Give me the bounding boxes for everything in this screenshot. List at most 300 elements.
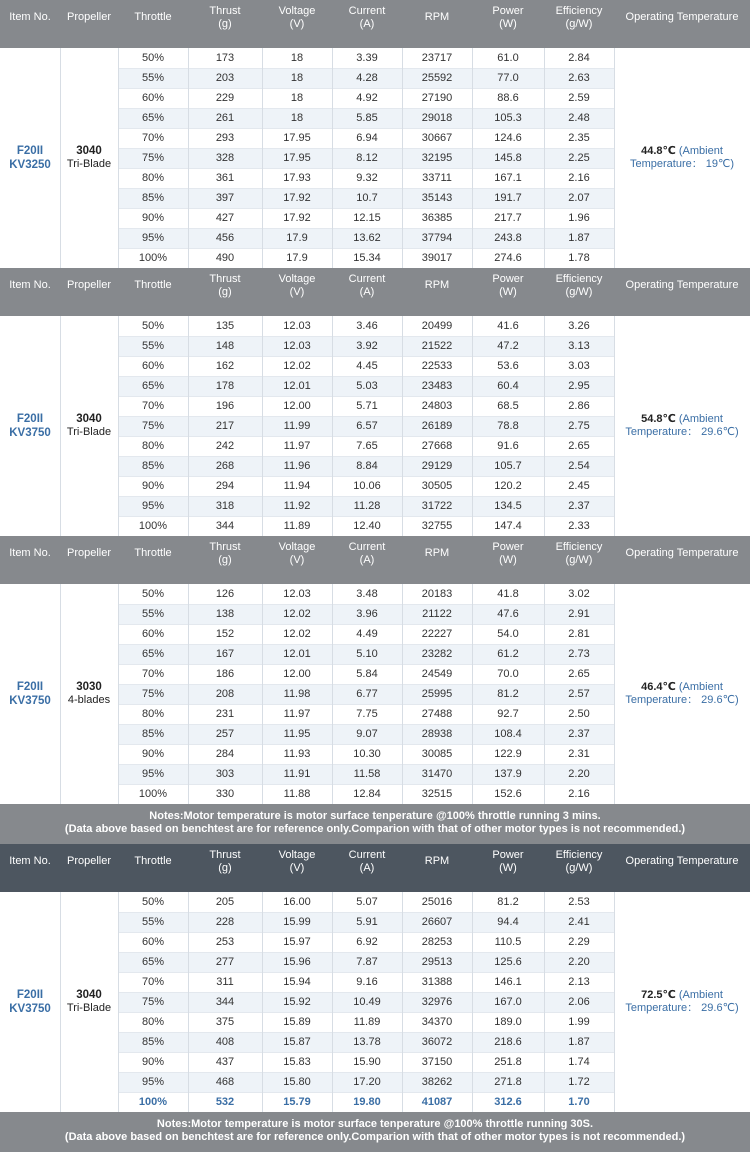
header-label: Operating Temperature [625,547,739,559]
item-number-line: F20II [16,145,44,157]
table-row [118,704,614,724]
current-cell: 7.75 [356,708,378,720]
propeller-type: Tri-Blade [66,158,112,170]
current-cell: 17.20 [353,1076,381,1088]
thrust-cell: 148 [215,340,235,352]
table-row [118,48,614,68]
header-label: Voltage [278,849,316,861]
ambient-label: (Ambient [678,989,723,1001]
item-number-line: KV3750 [9,427,51,439]
voltage-cell: 15.97 [283,936,311,948]
column-divider [188,48,189,268]
header-throttle [118,844,188,892]
propeller-type: Tri-Blade [66,426,112,438]
row-divider [118,228,614,229]
header-propeller [60,844,118,892]
header-label: (g) [218,17,232,30]
current-cell: 12.15 [353,212,381,224]
voltage-cell: 11.92 [283,500,311,512]
power-cell: 77.0 [497,72,519,84]
row-divider [118,1012,614,1013]
thrust-cell: 456 [215,232,235,244]
row-divider [118,1032,614,1033]
row-divider [118,604,614,605]
current-cell: 9.16 [356,976,378,988]
power-cell: 47.6 [497,608,519,620]
thrust-cell: 186 [215,668,235,680]
voltage-cell: 17.92 [283,192,311,204]
throttle-cell: 55% [141,340,165,352]
current-cell: 4.28 [356,72,378,84]
header-label: (g/W) [565,861,593,874]
rpm-cell: 26607 [421,916,453,928]
header-label: RPM [424,11,450,23]
propeller-size: 3030 [76,681,102,693]
voltage-cell: 12.03 [283,320,311,332]
table-row [118,416,614,436]
throttle-cell: 55% [141,72,165,84]
rpm-cell: 36072 [421,1036,453,1048]
throttle-cell: 65% [141,112,165,124]
efficiency-cell: 2.63 [568,72,590,84]
current-cell: 7.87 [356,956,378,968]
item-number-line: KV3750 [9,1003,51,1015]
header-label: (W) [499,285,517,298]
rpm-cell: 27668 [421,440,453,452]
table-row [118,684,614,704]
header-label: Voltage [278,273,316,285]
current-cell: 5.10 [356,648,378,660]
efficiency-cell: 2.65 [568,440,590,452]
current-cell: 3.92 [356,340,378,352]
column-divider [544,892,545,1112]
rpm-cell: 24549 [421,668,453,680]
column-divider [544,316,545,536]
header-efficiency [544,0,614,48]
voltage-cell: 18 [290,92,304,104]
thrust-cell: 311 [216,976,234,988]
table-row [118,316,614,336]
header-label: Thrust [209,5,241,17]
rpm-cell: 20183 [421,588,453,600]
throttle-cell: 90% [141,480,165,492]
row-divider [118,1052,614,1053]
voltage-cell: 15.87 [283,1036,311,1048]
voltage-cell: 11.91 [283,768,311,780]
rpm-cell: 36385 [421,212,453,224]
ambient-temperature: Temperature： 29.6℃) [625,426,739,438]
thrust-cell: 318 [215,500,235,512]
thrust-cell: 126 [215,588,235,600]
row-divider [118,912,614,913]
efficiency-cell: 2.37 [568,500,590,512]
header-current [332,844,402,892]
voltage-cell: 15.80 [283,1076,311,1088]
header-label: Item No. [9,279,51,291]
ambient-temperature: Temperature： 29.6℃) [625,694,739,706]
header-label: Propeller [66,11,112,23]
throttle-cell: 85% [141,460,165,472]
efficiency-cell: 2.73 [568,648,590,660]
rpm-cell: 24803 [421,400,453,412]
header-label: (A) [359,553,375,566]
rpm-cell: 31388 [421,976,453,988]
efficiency-cell: 2.54 [568,460,590,472]
efficiency-cell: 1.96 [568,212,590,224]
column-divider [402,584,403,804]
voltage-cell: 11.96 [283,460,311,472]
efficiency-cell: 2.20 [568,768,590,780]
row-divider [118,396,614,397]
header-label: Thrust [209,273,241,285]
table-row [118,168,614,188]
power-cell: 125.6 [494,956,522,968]
voltage-cell: 15.79 [283,1096,311,1108]
header-label: Throttle [134,547,172,559]
column-divider [118,584,119,804]
header-efficiency [544,536,614,584]
power-cell: 70.0 [497,668,519,680]
column-divider [188,584,189,804]
header-label: RPM [424,855,450,867]
header-label: (A) [359,861,375,874]
header-item-no [0,268,60,316]
current-cell: 15.34 [353,252,381,264]
voltage-cell: 17.9 [286,252,308,264]
throttle-cell: 50% [141,896,165,908]
current-cell: 8.12 [356,152,378,164]
current-cell: 10.06 [353,480,381,492]
header-label: (V) [289,17,305,30]
ambient-label: (Ambient [678,681,723,693]
header-label: RPM [424,547,450,559]
ambient-temperature: Temperature： 19℃) [629,158,735,170]
thrust-cell: 162 [215,360,235,372]
throttle-cell: 50% [141,320,165,332]
thrust-cell: 167 [215,648,235,660]
thrust-cell: 490 [215,252,235,264]
rpm-cell: 23282 [421,648,453,660]
thrust-cell: 203 [215,72,235,84]
header-operating-temperature [614,844,750,892]
efficiency-cell: 2.29 [568,936,590,948]
column-divider [262,316,263,536]
header-label: Throttle [134,11,172,23]
header-label: (A) [359,285,375,298]
voltage-cell: 18 [290,52,304,64]
rpm-cell: 39017 [421,252,453,264]
throttle-cell: 55% [141,608,165,620]
voltage-cell: 17.95 [283,132,311,144]
propeller-type: Tri-Blade [66,1002,112,1014]
header-label: Efficiency [555,5,603,17]
power-cell: 122.9 [494,748,522,760]
power-cell: 92.7 [497,708,519,720]
voltage-cell: 12.01 [283,648,311,660]
current-cell: 8.84 [356,460,378,472]
temperature-value: 72.5℃ [641,989,676,1001]
power-cell: 47.2 [497,340,519,352]
header-label: (g) [218,553,232,566]
row-divider [118,1092,614,1093]
row-divider [118,108,614,109]
table-row [118,248,614,268]
current-cell: 5.91 [356,916,378,928]
voltage-cell: 12.02 [283,628,311,640]
efficiency-cell: 2.53 [568,896,590,908]
efficiency-cell: 1.74 [568,1056,590,1068]
header-efficiency [544,268,614,316]
throttle-cell: 60% [141,92,165,104]
ambient-temperature: Temperature： 29.6℃) [625,1002,739,1014]
current-cell: 6.92 [356,936,378,948]
thrust-cell: 228 [215,916,235,928]
column-divider [188,316,189,536]
efficiency-cell: 3.26 [568,320,590,332]
header-label: Operating Temperature [625,279,739,291]
rpm-cell: 29018 [421,112,453,124]
header-label: Power [492,541,524,553]
thrust-cell: 284 [215,748,235,760]
header-label: (g/W) [565,553,593,566]
column-divider [402,892,403,1112]
voltage-cell: 11.97 [283,440,311,452]
table-row [118,148,614,168]
propeller-model [60,681,118,707]
row-divider [118,644,614,645]
table-row [118,516,614,536]
row-divider [118,972,614,973]
efficiency-cell: 1.72 [568,1076,590,1088]
power-cell: 54.0 [497,628,519,640]
header-item-no [0,844,60,892]
thrust-cell: 261 [215,112,235,124]
throttle-cell: 100% [138,1096,168,1108]
power-cell: 108.4 [494,728,522,740]
power-cell: 251.8 [494,1056,522,1068]
current-cell: 9.07 [356,728,378,740]
power-cell: 120.2 [494,480,522,492]
row-divider [118,764,614,765]
header-label: Power [492,849,524,861]
table-row [118,784,614,804]
current-cell: 5.85 [356,112,378,124]
efficiency-cell: 1.78 [568,252,590,264]
operating-temperature [614,413,750,439]
row-divider [118,992,614,993]
voltage-cell: 17.92 [283,212,311,224]
voltage-cell: 15.99 [283,916,311,928]
table-row [118,584,614,604]
voltage-cell: 11.98 [283,688,311,700]
thrust-cell: 242 [215,440,235,452]
table-row [118,1012,614,1032]
rpm-cell: 23483 [421,380,453,392]
throttle-cell: 90% [141,1056,165,1068]
thrust-cell: 268 [215,460,235,472]
table-row [118,128,614,148]
power-cell: 110.5 [494,936,522,948]
throttle-cell: 80% [141,172,165,184]
thrust-cell: 229 [215,92,235,104]
row-divider [118,684,614,685]
throttle-cell: 50% [141,588,165,600]
propeller-model [60,413,118,439]
header-label: (g/W) [565,17,593,30]
throttle-cell: 85% [141,192,165,204]
rpm-cell: 35143 [421,192,453,204]
temperature-value: 44.8℃ [641,145,676,157]
header-label: (g) [218,285,232,298]
row-divider [118,376,614,377]
header-label: Item No. [9,855,51,867]
row-divider [118,416,614,417]
throttle-cell: 60% [141,628,165,640]
power-cell: 189.0 [494,1016,522,1028]
column-divider [402,316,403,536]
column-divider [544,584,545,804]
header-thrust [188,0,262,48]
rpm-cell: 22227 [421,628,453,640]
table-row [118,436,614,456]
thrust-cell: 293 [215,132,235,144]
header-label: (A) [359,17,375,30]
rpm-cell: 37150 [421,1056,453,1068]
voltage-cell: 11.93 [283,748,311,760]
column-divider [332,892,333,1112]
rpm-cell: 31470 [421,768,453,780]
table-row [118,228,614,248]
efficiency-cell: 3.13 [568,340,590,352]
voltage-cell: 15.89 [283,1016,311,1028]
rpm-cell: 32976 [421,996,453,1008]
power-cell: 88.6 [497,92,519,104]
header-propeller [60,536,118,584]
rpm-cell: 32195 [421,152,453,164]
rpm-cell: 41087 [421,1096,453,1108]
current-cell: 4.45 [356,360,378,372]
row-divider [118,784,614,785]
voltage-cell: 18 [290,72,304,84]
table-row [118,376,614,396]
throttle-cell: 70% [141,976,165,988]
header-thrust [188,268,262,316]
current-cell: 5.03 [356,380,378,392]
thrust-cell: 294 [215,480,235,492]
header-item-no [0,0,60,48]
header-label: Current [348,5,386,17]
throttle-cell: 80% [141,708,165,720]
header-label: Throttle [134,855,172,867]
power-cell: 105.3 [494,112,522,124]
power-cell: 152.6 [494,788,522,800]
current-cell: 7.65 [356,440,378,452]
propeller-type: 4-blades [67,694,111,706]
item-number [0,680,60,708]
rpm-cell: 38262 [421,1076,453,1088]
header-label: Voltage [278,5,316,17]
voltage-cell: 12.00 [283,668,311,680]
efficiency-cell: 2.45 [568,480,590,492]
power-cell: 243.8 [494,232,522,244]
column-divider [472,316,473,536]
power-cell: 146.1 [494,976,522,988]
header-label: (W) [499,861,517,874]
efficiency-cell: 1.87 [568,232,590,244]
header-label: (g/W) [565,285,593,298]
notes-banner [0,804,750,844]
ambient-label: (Ambient [678,145,723,157]
current-cell: 4.92 [356,92,378,104]
thrust-cell: 208 [215,688,235,700]
header-label: Power [492,273,524,285]
header-propeller [60,268,118,316]
power-cell: 134.5 [494,500,522,512]
table-header [0,0,750,48]
rpm-cell: 31722 [421,500,453,512]
thrust-cell: 361 [215,172,235,184]
throttle-cell: 90% [141,212,165,224]
column-divider [472,892,473,1112]
efficiency-cell: 2.50 [568,708,590,720]
voltage-cell: 16.00 [283,896,311,908]
current-cell: 19.80 [353,1096,381,1108]
efficiency-cell: 2.37 [568,728,590,740]
efficiency-cell: 2.65 [568,668,590,680]
header-label: (V) [289,285,305,298]
current-cell: 3.46 [356,320,378,332]
item-number [0,412,60,440]
efficiency-cell: 2.33 [568,520,590,532]
rpm-cell: 25995 [421,688,453,700]
throttle-cell: 55% [141,916,165,928]
voltage-cell: 15.83 [283,1056,311,1068]
header-power [472,0,544,48]
header-thrust [188,844,262,892]
thrust-cell: 257 [215,728,235,740]
thrust-cell: 437 [215,1056,235,1068]
power-cell: 60.4 [497,380,519,392]
table-row [118,208,614,228]
voltage-cell: 17.93 [283,172,311,184]
power-cell: 68.5 [497,400,519,412]
thrust-cell: 231 [215,708,235,720]
table-row [118,1092,614,1112]
header-label: (W) [499,17,517,30]
table-row [118,604,614,624]
thrust-cell: 408 [215,1036,235,1048]
row-divider [118,456,614,457]
rpm-cell: 25016 [421,896,453,908]
table-section [0,892,750,1112]
voltage-cell: 15.92 [283,996,311,1008]
voltage-cell: 12.03 [283,588,311,600]
row-divider [118,1072,614,1073]
item-number-line: F20II [16,681,44,693]
power-cell: 81.2 [497,896,519,908]
row-divider [118,356,614,357]
column-divider [262,584,263,804]
column-divider [118,48,119,268]
efficiency-cell: 2.16 [568,172,590,184]
throttle-cell: 100% [138,788,168,800]
efficiency-cell: 2.48 [568,112,590,124]
header-label: Operating Temperature [625,11,739,23]
voltage-cell: 12.02 [283,608,311,620]
rpm-cell: 32515 [421,788,453,800]
voltage-cell: 15.96 [283,956,311,968]
throttle-cell: 70% [141,668,165,680]
